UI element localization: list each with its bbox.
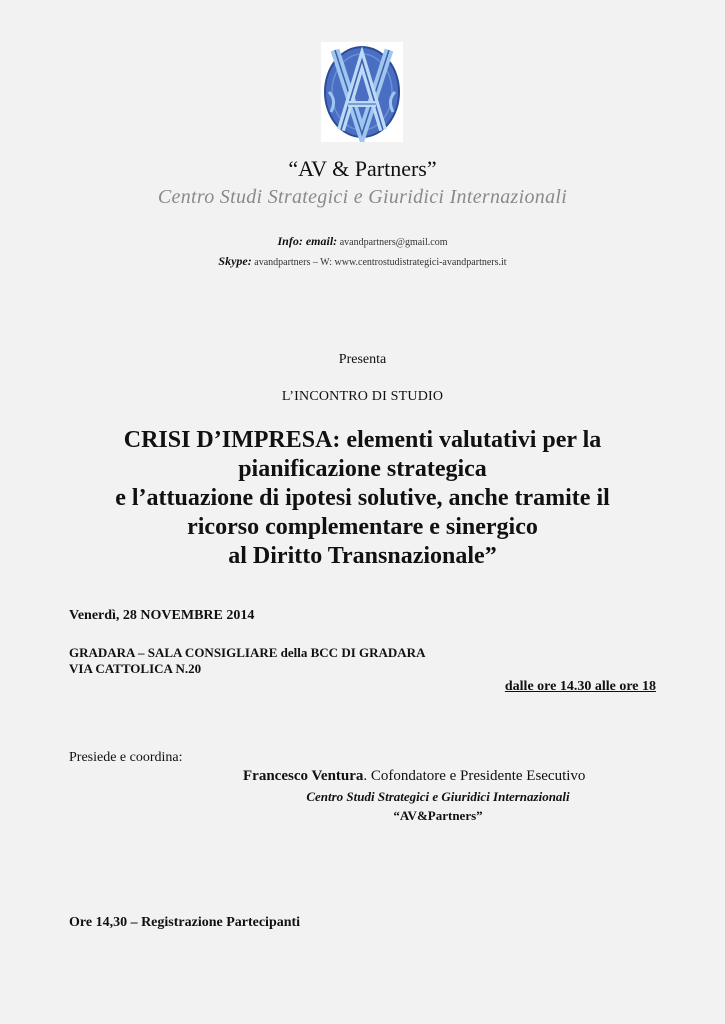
chair-brand: “AV&Partners” <box>393 808 483 823</box>
chair-role: . Cofondatore e Presidente Esecutivo <box>363 768 586 784</box>
av-monogram-logo-icon <box>321 42 403 142</box>
event-title-line: ricorso complementare e sinergico <box>187 514 538 540</box>
contact-email-line <box>0 234 725 249</box>
website-link[interactable]: www.centrostudistrategici-avandpartners.it <box>334 257 507 268</box>
chair-person <box>243 768 585 785</box>
org-subtitle: Centro Studi Strategici e Giuridici Internazionali <box>157 186 568 208</box>
chair-label: Presiede e coordina: <box>69 750 183 765</box>
event-title-line: pianificazione strategica <box>238 456 487 482</box>
event-place <box>69 645 425 677</box>
event-date: Venerdì, 28 NOVEMBRE 2014 <box>69 608 255 623</box>
event-type: L’INCONTRO DI STUDIO <box>281 389 444 404</box>
chair-organization: Centro Studi Strategici e Giuridici Internazionali <box>306 789 570 804</box>
org-name: “AV & Partners” <box>288 156 437 181</box>
skype-label: Skype: <box>218 254 252 268</box>
event-title-line: al Diritto Transnazionale” <box>228 543 497 569</box>
agenda-first-item: Ore 14,30 – Registrazione Partecipanti <box>69 915 301 930</box>
event-title-line: e l’attuazione di ipotesi solutive, anche tramite il <box>115 485 610 511</box>
event-hours: dalle ore 14.30 alle ore 18 <box>504 679 656 694</box>
email-label: Info: email: <box>277 234 338 248</box>
contact-skype-line <box>0 254 725 269</box>
email-link[interactable]: avandpartners@gmail.com <box>339 237 448 248</box>
presents-text: Presenta <box>338 352 387 367</box>
skype-text: avandpartners – W: <box>254 257 332 268</box>
chair-name: Francesco Ventura <box>243 768 364 784</box>
event-title-line: CRISI D’IMPRESA: elementi valutativi per la <box>123 427 602 453</box>
event-title <box>0 426 725 571</box>
event-place-line: GRADARA – SALA CONSIGLIARE della BCC DI GRADARA <box>69 645 426 660</box>
event-place-line: VIA CATTOLICA N.20 <box>69 661 202 676</box>
